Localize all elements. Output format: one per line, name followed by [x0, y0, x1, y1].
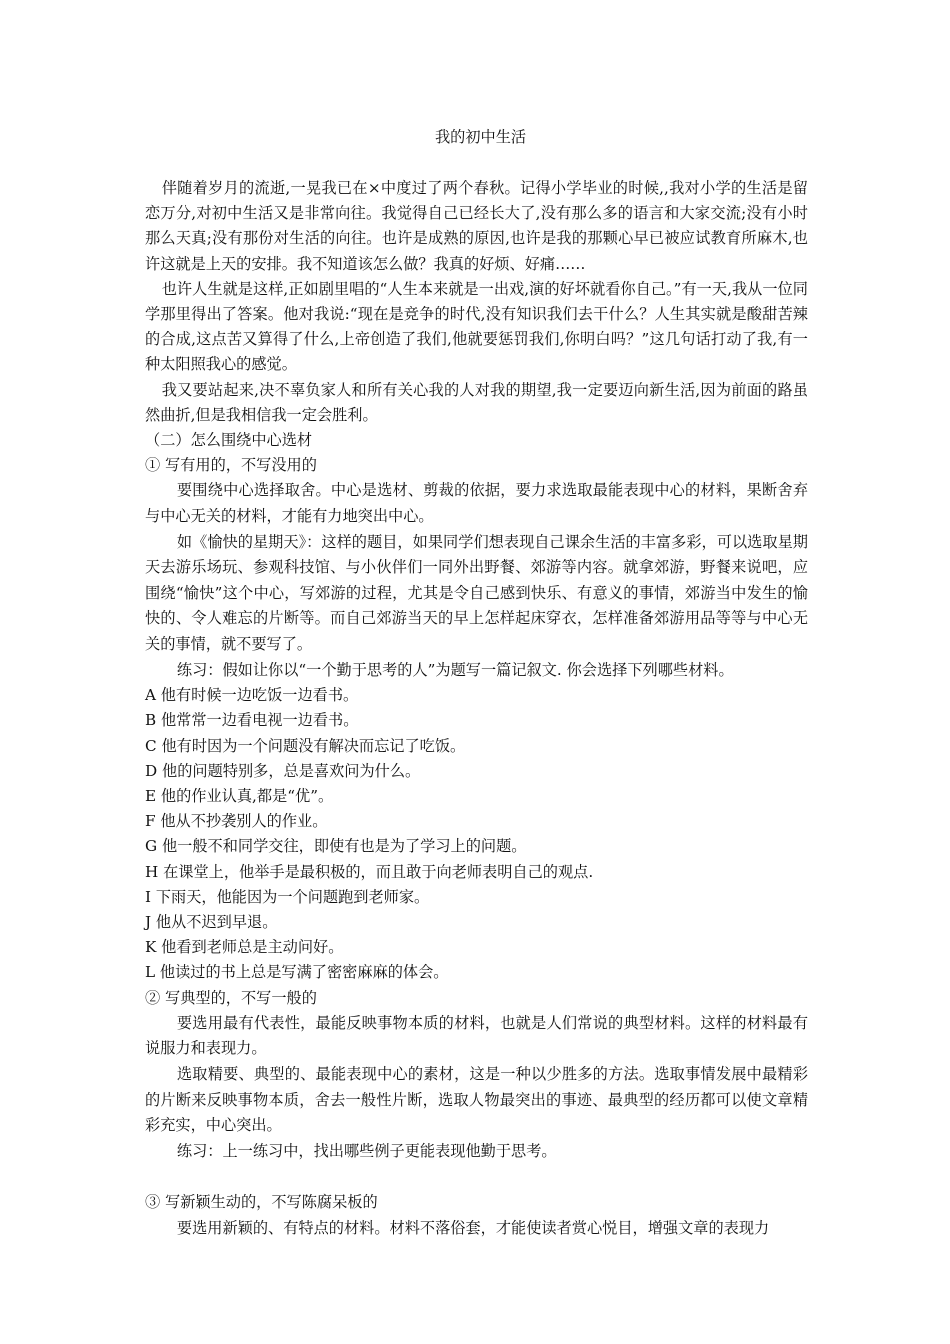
blank-line	[145, 1164, 808, 1190]
option-item: J 他从不迟到早退。	[145, 913, 278, 932]
point-heading: ② 写典型的，不写一般的	[145, 988, 317, 1007]
option-item: D 他的问题特别多，总是喜欢问为什么。	[145, 761, 421, 780]
essay-paragraph: 也许人生就是这样,正如剧里唱的“人生本来就是一出戏,演的好坏就看你自己。”有一天,我从一位同学那里得出了答案。他对我说:“现在是竞争的时代,没有知识我们去干什么？人生其实就是酸甜苦辣的合成,这点苦又算得了什么,上帝创造了我们,他就要惩罚我们,你明白吗？”这几句话打动了我,有一种太阳照我心的感觉。	[145, 279, 808, 374]
body-paragraph: 要选用最有代表性，最能反映事物本质的材料，也就是人们常说的典型材料。这样的材料最有说服力和表现力。	[145, 1013, 808, 1058]
exercise-prompt: 练习：假如让你以“一个勤于思考的人”为题写一篇记叙文. 你会选择下列哪些材料。	[176, 660, 734, 679]
essay-paragraph: 我又要站起来,决不辜负家人和所有关心我的人对我的期望,我一定要迈向新生活,因为前面的路虽然曲折,但是我相信我一定会胜利。	[145, 380, 808, 424]
body-paragraph: 选取精要、典型的、最能表现中心的素材，这是一种以少胜多的方法。选取事情发展中最精彩的片断来反映事物本质，舍去一般性片断，选取人物最突出的事迹、最典型的经历都可以使文章精彩充实，中心突出。	[145, 1065, 808, 1135]
option-item: A 他有时候一边吃饭一边看书。	[145, 686, 359, 705]
option-item: L 他读过的书上总是写满了密密麻麻的体会。	[145, 963, 449, 982]
point-heading: ① 写有用的，不写没用的	[145, 456, 317, 475]
body-paragraph: 如《愉快的星期天》：这样的题目，如果同学们想表现自己课余生活的丰富多彩，可以选取星期天去游乐场玩、参观科技馆、与小伙伴们一同外出野餐、郊游等内容。就拿郊游，野餐来说吧，应围绕“愉快”这个中心，写郊游的过程，尤其是令自己感到快乐、有意义的事情，郊游当中发生的愉快的、令人难忘的片断等。而自己郊游当天的早上怎样起床穿衣，怎样准备郊游用品等等与中心无关的事情，就不要写了。	[145, 532, 808, 653]
body-paragraph: 要围绕中心选择取舍。中心是选材、剪裁的依据，要力求选取最能表现中心的材料，果断舍弃与中心无关的材料，才能有力地突出中心。	[145, 481, 808, 526]
exercise-options	[145, 683, 808, 985]
option-item: C 他有时因为一个问题没有解决而忘记了吃饭。	[145, 736, 466, 755]
section-heading: （二）怎么围绕中心选材	[145, 431, 313, 450]
option-item: H 在课堂上，他举手是最积极的，而且敢于向老师表明自己的观点.	[145, 862, 594, 881]
option-item: F 他从不抄袭别人的作业。	[145, 812, 328, 831]
exercise-prompt: 练习：上一练习中，找出哪些例子更能表现他勤于思考。	[176, 1141, 557, 1160]
option-item: K 他看到老师总是主动问好。	[145, 938, 344, 957]
body-paragraph: 要选用新颖的、有特点的材料。材料不落俗套，才能使读者赏心悦目，增强文章的表现力	[176, 1218, 770, 1237]
option-item: E 他的作业认真,都是“优”。	[145, 787, 334, 805]
option-item: G 他一般不和同学交往，即使有也是为了学习上的问题。	[145, 837, 527, 856]
point-heading: ③ 写新颖生动的，不写陈腐呆板的	[145, 1193, 378, 1212]
document-title: 我的初中生活	[434, 128, 527, 146]
essay-body	[145, 176, 808, 428]
option-item: I 下雨天，他能因为一个问题跑到老师家。	[145, 887, 430, 906]
essay-paragraph: 伴随着岁月的流逝,一晃我已在×中度过了两个春秋。记得小学毕业的时候,,我对小学的生活是留恋万分,对初中生活又是非常向往。我觉得自己已经长大了,没有那么多的语言和大家交流;没有小时那么天真;没有那份对生活的向往。也许是成熟的原因,也许是我的那颗心早已被应试教育所麻木,也许这就是上天的安排。我不知道该怎么做？我真的好烦、好痛……	[145, 179, 808, 273]
option-item: B 他常常一边看电视一边看书。	[145, 711, 359, 730]
